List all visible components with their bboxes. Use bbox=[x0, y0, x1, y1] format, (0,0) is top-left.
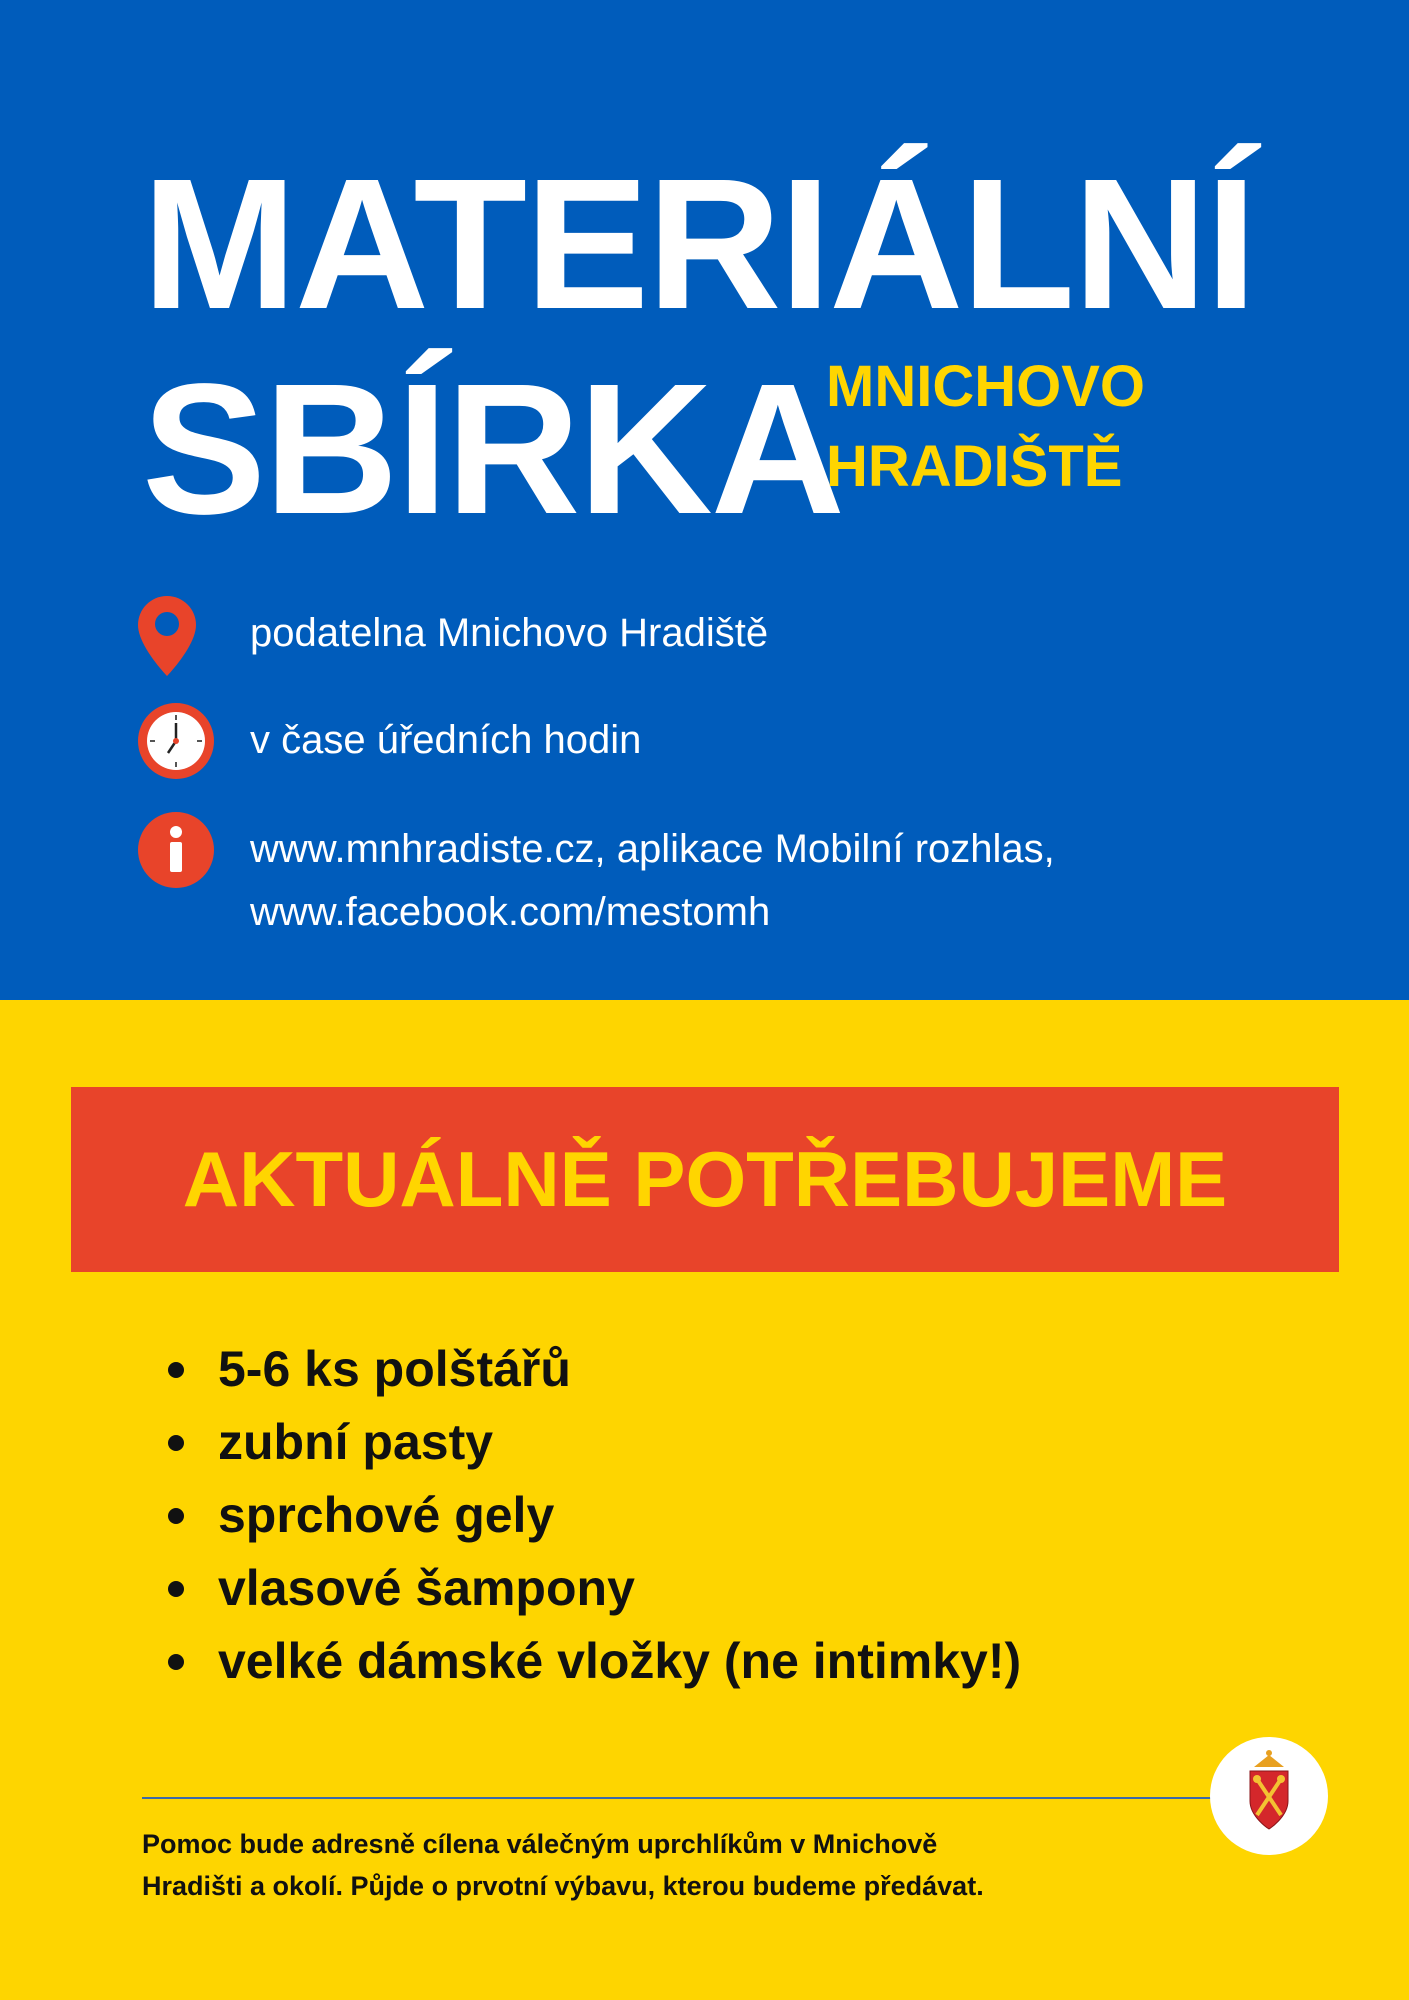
needs-list bbox=[160, 1333, 1021, 1698]
list-item: sprchové gely bbox=[160, 1479, 1021, 1552]
footer-text bbox=[142, 1823, 1242, 1907]
needs-banner bbox=[71, 1087, 1339, 1272]
city-line-1: MNICHOVO bbox=[826, 354, 1145, 419]
footer-line-2: Hradišti a okolí. Půjde o prvotní výbavu, kterou budeme předávat. bbox=[142, 1871, 984, 1901]
footer-divider bbox=[142, 1797, 1212, 1799]
location-text: podatelna Mnichovo Hradiště bbox=[250, 611, 769, 655]
title-line-1: MATERIÁLNÍ bbox=[142, 141, 1256, 348]
contact-line-1: www.mnhradiste.cz, aplikace Mobilní rozhlas, bbox=[250, 827, 1055, 871]
clock-icon bbox=[138, 703, 214, 779]
list-item: velké dámské vložky (ne intimky!) bbox=[160, 1625, 1021, 1698]
banner-text: AKTUÁLNĚ POTŘEBUJEME bbox=[182, 1135, 1228, 1223]
list-item: 5-6 ks polštářů bbox=[160, 1333, 1021, 1406]
footer-line-1: Pomoc bude adresně cílena válečným uprchlíkům v Mnichově bbox=[142, 1829, 938, 1859]
city-line-2: HRADIŠTĚ bbox=[826, 434, 1123, 499]
info-icon bbox=[138, 812, 214, 888]
time-text: v čase úředních hodin bbox=[250, 718, 642, 762]
list-item: zubní pasty bbox=[160, 1406, 1021, 1479]
list-item: vlasové šampony bbox=[160, 1552, 1021, 1625]
contact-line-2: www.facebook.com/mestomh bbox=[250, 890, 771, 934]
title-line-2: SBÍRKA bbox=[142, 346, 844, 553]
map-pin-icon bbox=[138, 596, 196, 676]
